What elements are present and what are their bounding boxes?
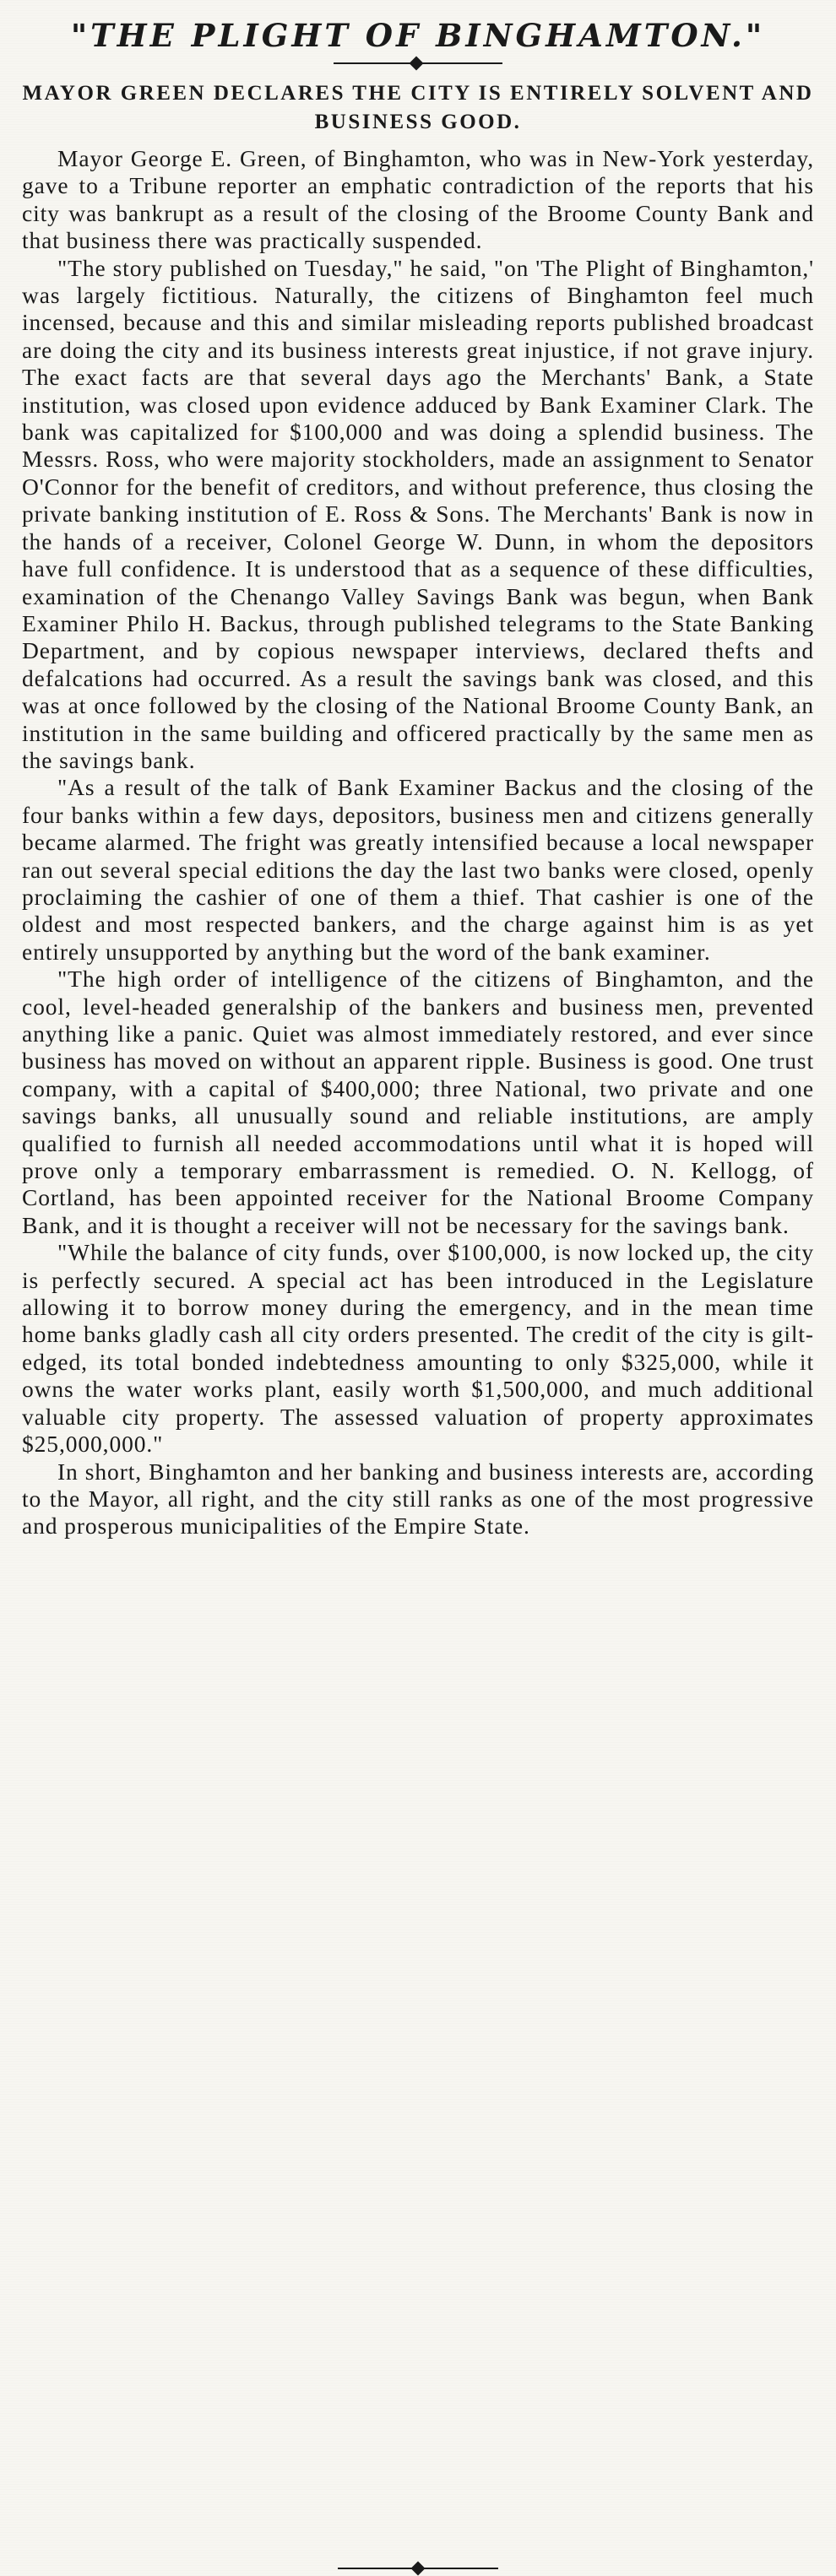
paragraph: "As a result of the talk of Bank Examiner Backus and the closing of the four banks within a few days, depositors, business men and citizens generally became alarmed. The fright was greatly intensified because a local newspaper ran out several special editions the day the last two banks were closed, openly proclaiming the cashier of one of them a thief. That cashier is one of the oldest and most respected bankers, and the charge against him is as yet entirely unsupported by anything but the word of the bank examiner. bbox=[22, 774, 814, 965]
paragraph: "The high order of intelligence of the citizens of Binghamton, and the cool, level-headed generalship of the bankers and business men, prevented anything like a panic. Quiet was almost immediately restored, and ever since business has moved on without an apparent ripple. Business is good. One trust company, with a capital of $400,000; three National, two private and one savings banks, all unusually sound and reliable institutions, are amply qualified to furnish all needed accommodations until what it is hoped will prove only a temporary embarrassment is remedied. O. N. Kellogg, of Cortland, has been appointed receiver for the National Broome Company Bank, and it is thought a receiver will not be necessary for the savings bank. bbox=[22, 966, 814, 1238]
ornament-icon bbox=[411, 2562, 426, 2576]
headline: "THE PLIGHT OF BINGHAMTON." bbox=[70, 17, 766, 54]
subheadline: MAYOR GREEN DECLARES THE CITY IS ENTIRELY SOLVENT AND BUSINESS GOOD. bbox=[22, 82, 814, 133]
ornament-icon bbox=[410, 57, 424, 71]
paragraph: In short, Binghamton and her banking and business interests are, according to the Mayor, all right, and the city still ranks as one of the most progressive and prosperous municipalities of the Empire State. bbox=[22, 1458, 814, 1540]
headline-rule bbox=[334, 57, 502, 69]
footer-rule bbox=[338, 2562, 498, 2574]
paragraph: "The story published on Tuesday," he said, "on 'The Plight of Binghamton,' was largely fictitious. Naturally, the citizens of Binghamton feel much incensed, because and this and similar misleading reports published broadcast are doing the city and its business interests great injustice, if not grave injury. The exact facts are that several days ago the Merchants' Bank, a State institution, was closed upon evidence adduced by Bank Examiner Clark. The bank was capitalized for $100,000 and was doing a splendid business. The Messrs. Ross, who were majority stockholders, made an assignment to Senator O'Connor for the benefit of creditors, and without preference, thus closing the private banking institution of E. Ross & Sons. The Merchants' Bank is now in the hands of a receiver, Colonel George W. Dunn, in whom the depositors have full confidence. It is understood that as a sequence of these difficulties, examination of the Chenango Valley Savings Bank was begun, when Bank Examiner Philo H. Backus, through published telegrams to the State Banking Department, and by copious newspaper interviews, declared thefts and defalcations had occurred. As a result the savings bank was closed, and this was at once followed by the closing of the National Broome County Bank, an institution in the same building and officered practically by the same men as the savings bank. bbox=[22, 254, 814, 773]
paragraph: Mayor George E. Green, of Binghamton, who was in New-York yesterday, gave to a Tribune reporter an emphatic contradiction of the reports that his city was bankrupt as a result of the closing of the Broome County Bank and that business there was practically suspended. bbox=[22, 145, 814, 254]
article-body bbox=[22, 145, 814, 1540]
paragraph: "While the balance of city funds, over $100,000, is now locked up, the city is perfectly secured. A special act has been introduced in the Legislature allowing it to borrow money during the emergency, and in the mean time home banks gladly cash all city orders presented. The credit of the city is gilt-edged, its total bonded indebtedness amounting to only $325,000, while it owns the water works plant, easily worth $1,500,000, and much additional valuable city property. The assessed valuation of property approximates $25,000,000." bbox=[22, 1239, 814, 1458]
